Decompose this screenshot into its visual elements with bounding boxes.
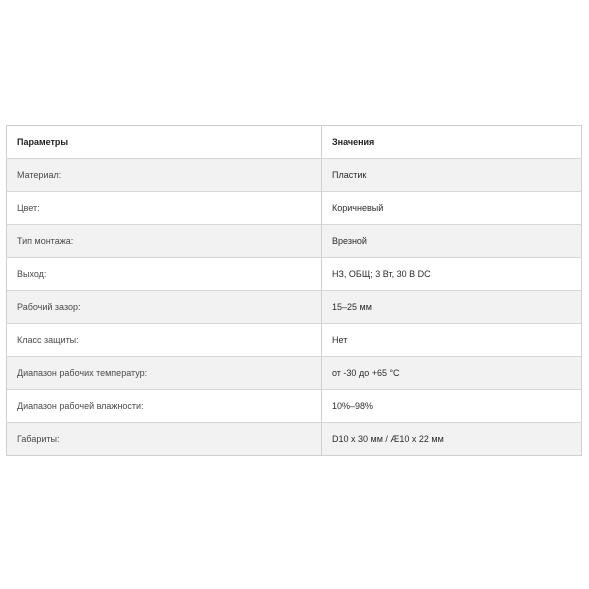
table-row-output bbox=[7, 258, 582, 291]
value-cell: 10%–98% bbox=[322, 390, 582, 423]
table-row-dimensions bbox=[7, 423, 582, 456]
value-cell: от -30 до +65 °C bbox=[322, 357, 582, 390]
table-row-gap bbox=[7, 291, 582, 324]
value-cell: 15–25 мм bbox=[322, 291, 582, 324]
table-row-temperature bbox=[7, 357, 582, 390]
table-row-protection bbox=[7, 324, 582, 357]
value-cell: Пластик bbox=[322, 159, 582, 192]
value-cell: Нет bbox=[322, 324, 582, 357]
param-cell: Диапазон рабочей влажности: bbox=[7, 390, 322, 423]
param-cell: Материал: bbox=[7, 159, 322, 192]
value-cell: D10 x 30 мм / Æ10 x 22 мм bbox=[322, 423, 582, 456]
column-header-value: Значения bbox=[322, 126, 582, 159]
table-row-mounting bbox=[7, 225, 582, 258]
value-cell: Врезной bbox=[322, 225, 582, 258]
value-cell: НЗ, ОБЩ; 3 Вт, 30 В DC bbox=[322, 258, 582, 291]
param-cell: Диапазон рабочих температур: bbox=[7, 357, 322, 390]
param-cell: Цвет: bbox=[7, 192, 322, 225]
column-header-param: Параметры bbox=[7, 126, 322, 159]
table-row-color bbox=[7, 192, 582, 225]
param-cell: Рабочий зазор: bbox=[7, 291, 322, 324]
table-row-humidity bbox=[7, 390, 582, 423]
value-cell: Коричневый bbox=[322, 192, 582, 225]
param-cell: Выход: bbox=[7, 258, 322, 291]
param-cell: Габариты: bbox=[7, 423, 322, 456]
spec-table bbox=[6, 125, 582, 456]
param-cell: Тип монтажа: bbox=[7, 225, 322, 258]
param-cell: Класс защиты: bbox=[7, 324, 322, 357]
table-header-row bbox=[7, 126, 582, 159]
table-row-material bbox=[7, 159, 582, 192]
